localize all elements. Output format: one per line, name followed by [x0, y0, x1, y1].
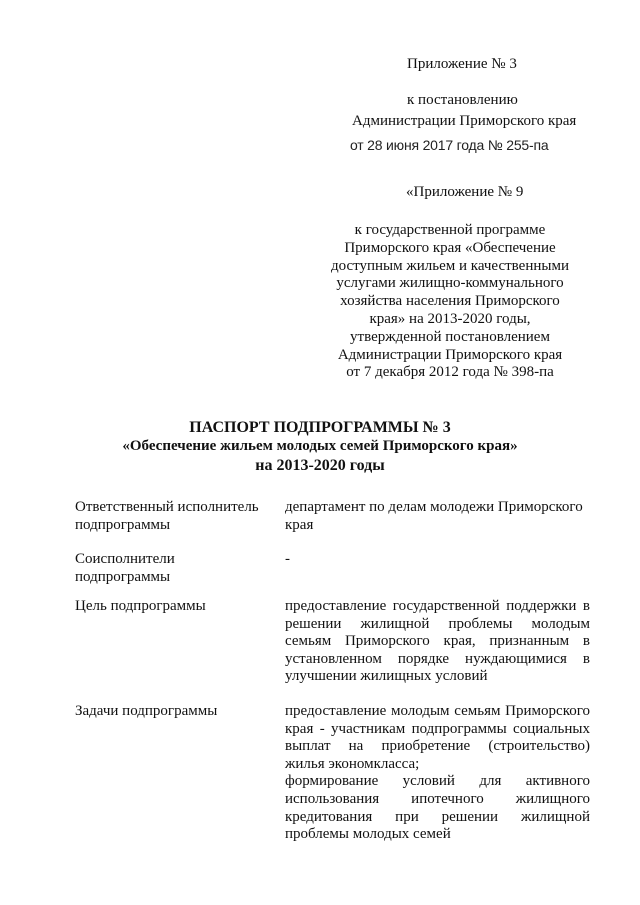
value-line: жилья экономкласса;	[285, 755, 420, 772]
value-line: использования ипотечного жилищного	[285, 790, 590, 807]
label-line: Цель подпрограммы	[75, 598, 206, 614]
value-line: семьям Приморского края, признанным в	[285, 633, 590, 650]
label-line: подпрограммы	[75, 516, 171, 533]
passport-subtitle: «Обеспечение жильем молодых семей Приморского края»	[122, 438, 518, 454]
row-coexecutors-value	[285, 551, 590, 569]
appendix9-line: хозяйства населения Приморского	[340, 293, 560, 310]
label-line: Соисполнители	[75, 551, 175, 567]
appendix9-line: края» на 2013-2020 годы,	[369, 310, 531, 327]
appendix9-line: к государственной программе	[354, 222, 546, 238]
passport-heading	[0, 418, 640, 475]
value-line: края - участникам подпрограммы социальных	[285, 720, 590, 737]
value-line: -	[285, 551, 290, 567]
appendix9-line: от 7 декабря 2012 года № 398-па	[346, 364, 554, 381]
resolution-ref: к постановлению	[407, 92, 518, 108]
row-coexecutors-label	[75, 551, 270, 586]
row-goal-value	[285, 598, 590, 686]
value-line: кредитования при решении жилищной	[285, 808, 590, 825]
passport-title: ПАСПОРТ ПОДПРОГРАММЫ № 3	[189, 419, 451, 436]
row-tasks-value	[285, 703, 590, 844]
value-line: установленном порядке нуждающимися в	[285, 650, 590, 667]
value-line: департамент по делам молодежи Приморского	[285, 499, 583, 515]
label-line: Ответственный исполнитель	[75, 499, 259, 515]
passport-period: на 2013-2020 годы	[255, 457, 385, 474]
value-line: решении жилищной проблемы молодым	[285, 615, 590, 632]
value-line: предоставление молодым семьям Приморского	[285, 703, 590, 719]
appendix9-line: Приморского края «Обеспечение	[344, 239, 556, 256]
value-line: предоставление государственной поддержки в	[285, 598, 590, 614]
label-line: Задачи подпрограммы	[75, 703, 218, 719]
appendix9-line: услугами жилищно-коммунального	[336, 275, 564, 292]
label-line: подпрограммы	[75, 568, 171, 585]
appendix9-line: утвержденной постановлением	[350, 328, 550, 345]
value-line: проблемы молодых семей	[285, 826, 451, 843]
row-tasks-label	[75, 703, 270, 721]
row-responsible-label	[75, 499, 270, 534]
row-responsible-value	[285, 499, 590, 534]
value-line: улучшении жилищных условий	[285, 668, 488, 685]
appendix9-title: «Приложение № 9	[406, 184, 524, 200]
appendix9-line: Администрации Приморского края	[337, 346, 563, 363]
value-line: края	[285, 516, 314, 533]
appendix-number: Приложение № 3	[407, 56, 517, 72]
administration-name: Администрации Приморского края	[352, 113, 577, 129]
value-line: формирование условий для активного	[285, 773, 590, 790]
date-number-stamp: от 28 июня 2017 года № 255-па	[350, 137, 549, 153]
appendix9-block	[300, 222, 600, 382]
value-line: выплат на приобретение (строительство)	[285, 738, 590, 755]
row-goal-label	[75, 598, 270, 616]
appendix9-line: доступным жильем и качественными	[330, 257, 569, 274]
